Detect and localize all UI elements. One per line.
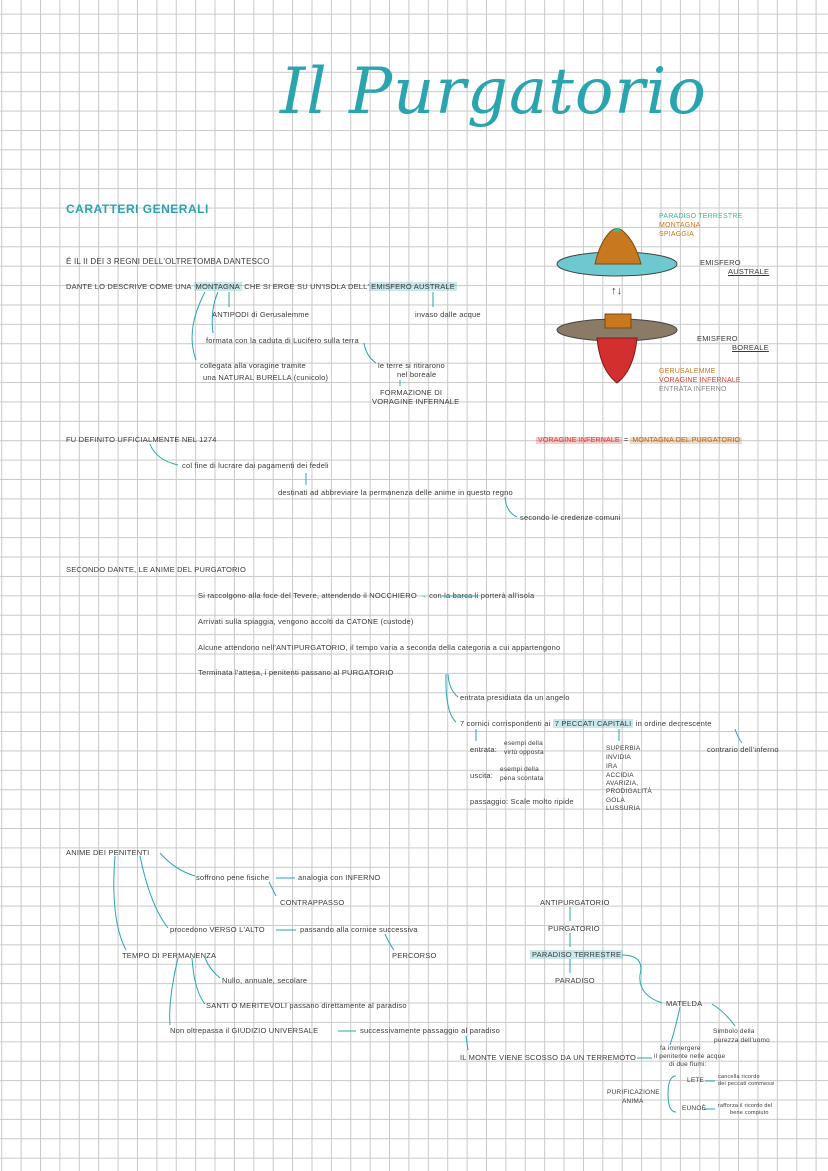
text-descrizione-pre: DANTE LO DESCRIVE COME UNA: [66, 282, 192, 291]
text-passaggio: passaggio: Scale molto ripide: [470, 797, 574, 806]
label-emisfero-australe-1: EMISFERO: [700, 258, 741, 267]
text-formazione-1: FORMAZIONE DI: [380, 388, 443, 397]
highlight-montagna: MONTAGNA: [195, 282, 240, 291]
label-entrata: entrata:: [470, 745, 498, 754]
text-credenze: secondo le credenze comuni: [520, 513, 621, 522]
arrow-contrappasso: [269, 882, 276, 896]
arrow-immergere-from-matelda: [670, 1007, 680, 1045]
text-cornici: [460, 720, 712, 728]
legend-voragine: VORAGINE INFERNALE: [659, 377, 741, 384]
text-collegata-1: collegata alla voragine tramite: [200, 361, 306, 370]
legend-paradiso-terrestre: PARADISO TERRESTRE: [659, 213, 743, 220]
arrow-collegata: [192, 292, 205, 360]
bullet-terminata: Terminata l'attesa, i penitenti passano al PURGATORIO: [198, 668, 394, 677]
text-regno: É IL II DEI 3 REGNI DELL'OLTRETOMBA DANTESCO: [66, 257, 270, 266]
text-immergere-2: il penitente nelle acque: [654, 1053, 726, 1060]
peccato-1: INVIDIA: [606, 754, 631, 761]
page-title: Il Purgatorio: [280, 55, 707, 129]
text-entrata-angelo: entrata presidiata da un angelo: [460, 693, 570, 702]
text-terre-1: le terre si ritirarono: [378, 361, 445, 370]
legend-spiaggia: SPIAGGIA: [659, 231, 695, 238]
step-antipurgatorio: ANTIPURGATORIO: [540, 898, 610, 907]
voragine-shape: [597, 338, 637, 383]
arrow-lucrare: [150, 444, 178, 465]
arrow-angelo: [448, 674, 458, 697]
text-lucrare: col fine di lucrare dai pagamenti dei fedeli: [182, 461, 329, 470]
arrow-terre: [364, 343, 376, 363]
text-eunoe-desc-1: rafforza il ricordo del: [718, 1103, 773, 1109]
text-purificazione-1: PURIFICAZIONE: [607, 1089, 660, 1096]
text-immergere-1: fa immergere: [660, 1045, 701, 1052]
bullet-attendono: Alcune attendono nell'ANTIPURGATORIO, il tempo varia a seconda della categoria a cui appartengono: [198, 643, 561, 652]
peccato-0: SUPERBIA: [606, 745, 641, 752]
equivalence-line: [536, 437, 742, 444]
text-destinati: destinati ad abbreviare la permanenza delle anime in questo regno: [278, 488, 513, 497]
arrow-matelda: [622, 955, 662, 1003]
text-monte: IL MONTE VIENE SCOSSO DA UN TERREMOTO: [460, 1053, 637, 1062]
arrow-monte: [466, 1036, 468, 1050]
peccato-3: ACCIDIA: [606, 772, 634, 779]
value-entrata-2: virtù opposta: [504, 749, 544, 756]
text-simbolo-2: purezza dell'uomo: [714, 1037, 770, 1044]
bullet-raccolgono: [198, 592, 534, 600]
legend-montagna: MONTAGNA: [659, 222, 701, 229]
text-santi: SANTI O MERITEVOLI passano direttamente al paradiso: [206, 1001, 407, 1010]
label-emisfero-boreale-2: BOREALE: [732, 343, 769, 352]
value-uscita-1: esempi della: [500, 766, 539, 773]
text-definito: FU DEFINITO UFFICIALMENTE NEL 1274: [66, 435, 217, 444]
text-descrizione: [66, 283, 457, 291]
text-anime-penitenti: ANIME DEI PENITENTI: [66, 848, 150, 857]
value-entrata-1: esempi della: [504, 740, 543, 747]
peccato-2: IRA: [606, 763, 618, 770]
step-purgatorio: PURGATORIO: [548, 924, 600, 933]
montagna-equivalence: MONTAGNA DEL PURGATORIO: [632, 437, 741, 444]
arrow-glyph: →: [419, 591, 427, 600]
text-matelda: MATELDA: [666, 999, 703, 1008]
label-emisfero-australe-2: AUSTRALE: [728, 267, 770, 276]
text-tempo: TEMPO DI PERMANENZA: [122, 951, 217, 960]
text-lete: LETE: [687, 1077, 705, 1084]
equals-sign: =: [623, 437, 629, 444]
arrow-cornici: [446, 674, 456, 722]
highlight-peccati: 7 PECCATI CAPITALI: [554, 719, 632, 728]
voragine-equivalence: VORAGINE INFERNALE: [538, 437, 620, 444]
text-non-oltrepassa: Non oltrepassa il GIUDIZIO UNIVERSALE: [170, 1026, 319, 1035]
text-simbolo-1: Simbolo della: [713, 1028, 755, 1035]
text-eunoe-desc-2: bene compiuto: [730, 1110, 769, 1116]
cornici-post: in ordine decrescente: [635, 719, 712, 728]
text-passando: passando alla cornice successiva: [300, 925, 418, 934]
text-percorso: PERCORSO: [392, 951, 437, 960]
mountain-shape: [595, 229, 641, 265]
arrow-percorso: [385, 934, 394, 950]
highlight-paradiso-terrestre: PARADISO TERRESTRE: [532, 950, 622, 959]
peccato-5: PRODIGALITÀ: [606, 788, 652, 795]
text-analogia: analogia con INFERNO: [298, 873, 381, 882]
bullet-raccolgono-pre: Si raccolgono alla foce del Tevere, attendendo il NOCCHIERO: [198, 591, 417, 600]
text-terre-2: nel boreale: [397, 370, 437, 379]
text-collegata-2: una NATURAL BURELLA (cunicolo): [203, 373, 329, 382]
bullet-raccolgono-post: con la barca li porterà all'isola: [429, 591, 535, 600]
text-invaso: invaso dalle acque: [415, 310, 481, 319]
legend-entrata-inferno: ENTRATA INFERNO: [659, 386, 727, 393]
peccato-6: GOLA: [606, 797, 625, 804]
arrow-soffrono: [160, 853, 195, 876]
highlight-emisfero-australe: EMISFERO AUSTRALE: [371, 282, 456, 291]
peccato-4: AVARIZIA,: [606, 780, 639, 787]
step-paradiso-terrestre: [530, 951, 623, 959]
text-contrappasso: CONTRAPPASSO: [280, 898, 345, 907]
gerusalemme-block: [605, 314, 631, 328]
legend-gerusalemme: GERUSALEMME: [659, 368, 716, 375]
swap-arrows: ↑↓: [611, 285, 623, 297]
text-eunoe: EUNOÈ: [682, 1105, 707, 1112]
arrow-non-oltrepassa: [170, 958, 178, 1025]
peccato-7: LUSSURIA: [606, 805, 641, 812]
step-paradiso: PARADISO: [555, 976, 595, 985]
arrow-credenze: [505, 497, 517, 517]
label-emisfero-boreale-1: EMISFERO: [697, 334, 738, 343]
value-uscita-2: pena scontata: [500, 775, 544, 782]
text-lete-desc-2: dei peccati commessi: [718, 1081, 775, 1087]
text-purificazione-2: ANIMA: [622, 1098, 644, 1105]
text-lete-desc-1: cancella ricordo: [718, 1074, 760, 1080]
text-formazione-2: VORAGINE INFERNALE: [372, 397, 460, 406]
arrow-simbolo: [712, 1004, 735, 1026]
text-nullo: Nullo, annuale, secolare: [222, 976, 308, 985]
text-descrizione-mid: CHE SI ERGE SU UN'ISOLA DELL': [244, 282, 370, 291]
section-heading-anime: SECONDO DANTE, LE ANIME DEL PURGATORIO: [66, 565, 246, 574]
brace-fiumi: [668, 1076, 676, 1112]
section-heading-caratteri: CARATTERI GENERALI: [66, 202, 209, 216]
text-soffrono: soffrono pene fisiche: [196, 873, 270, 882]
paradiso-terrestre-top: [612, 228, 622, 232]
arrow-tempo: [114, 856, 126, 950]
label-uscita: uscita:: [470, 771, 494, 780]
text-procedono: procedono VERSO L'ALTO: [170, 925, 265, 934]
arrow-santi: [192, 958, 205, 1004]
arrow-contrario: [735, 729, 742, 743]
text-immergere-3: di due fiumi:: [669, 1061, 707, 1068]
text-successivamente: successivamente passaggio al paradiso: [360, 1026, 500, 1035]
cornici-pre: 7 cornici corrispondenti ai: [460, 719, 551, 728]
text-formata: formata con la caduta di Lucifero sulla terra: [206, 336, 359, 345]
arrow-nullo: [205, 958, 220, 978]
text-antipodi: ANTIPODI di Gerusalemme: [212, 310, 310, 319]
text-contrario: contrario dell'inferno: [707, 745, 779, 754]
bullet-arrivati: Arrivati sulla spiaggia, vengono accolti da CATONE (custode): [198, 617, 414, 626]
arrow-procedono: [140, 856, 168, 928]
